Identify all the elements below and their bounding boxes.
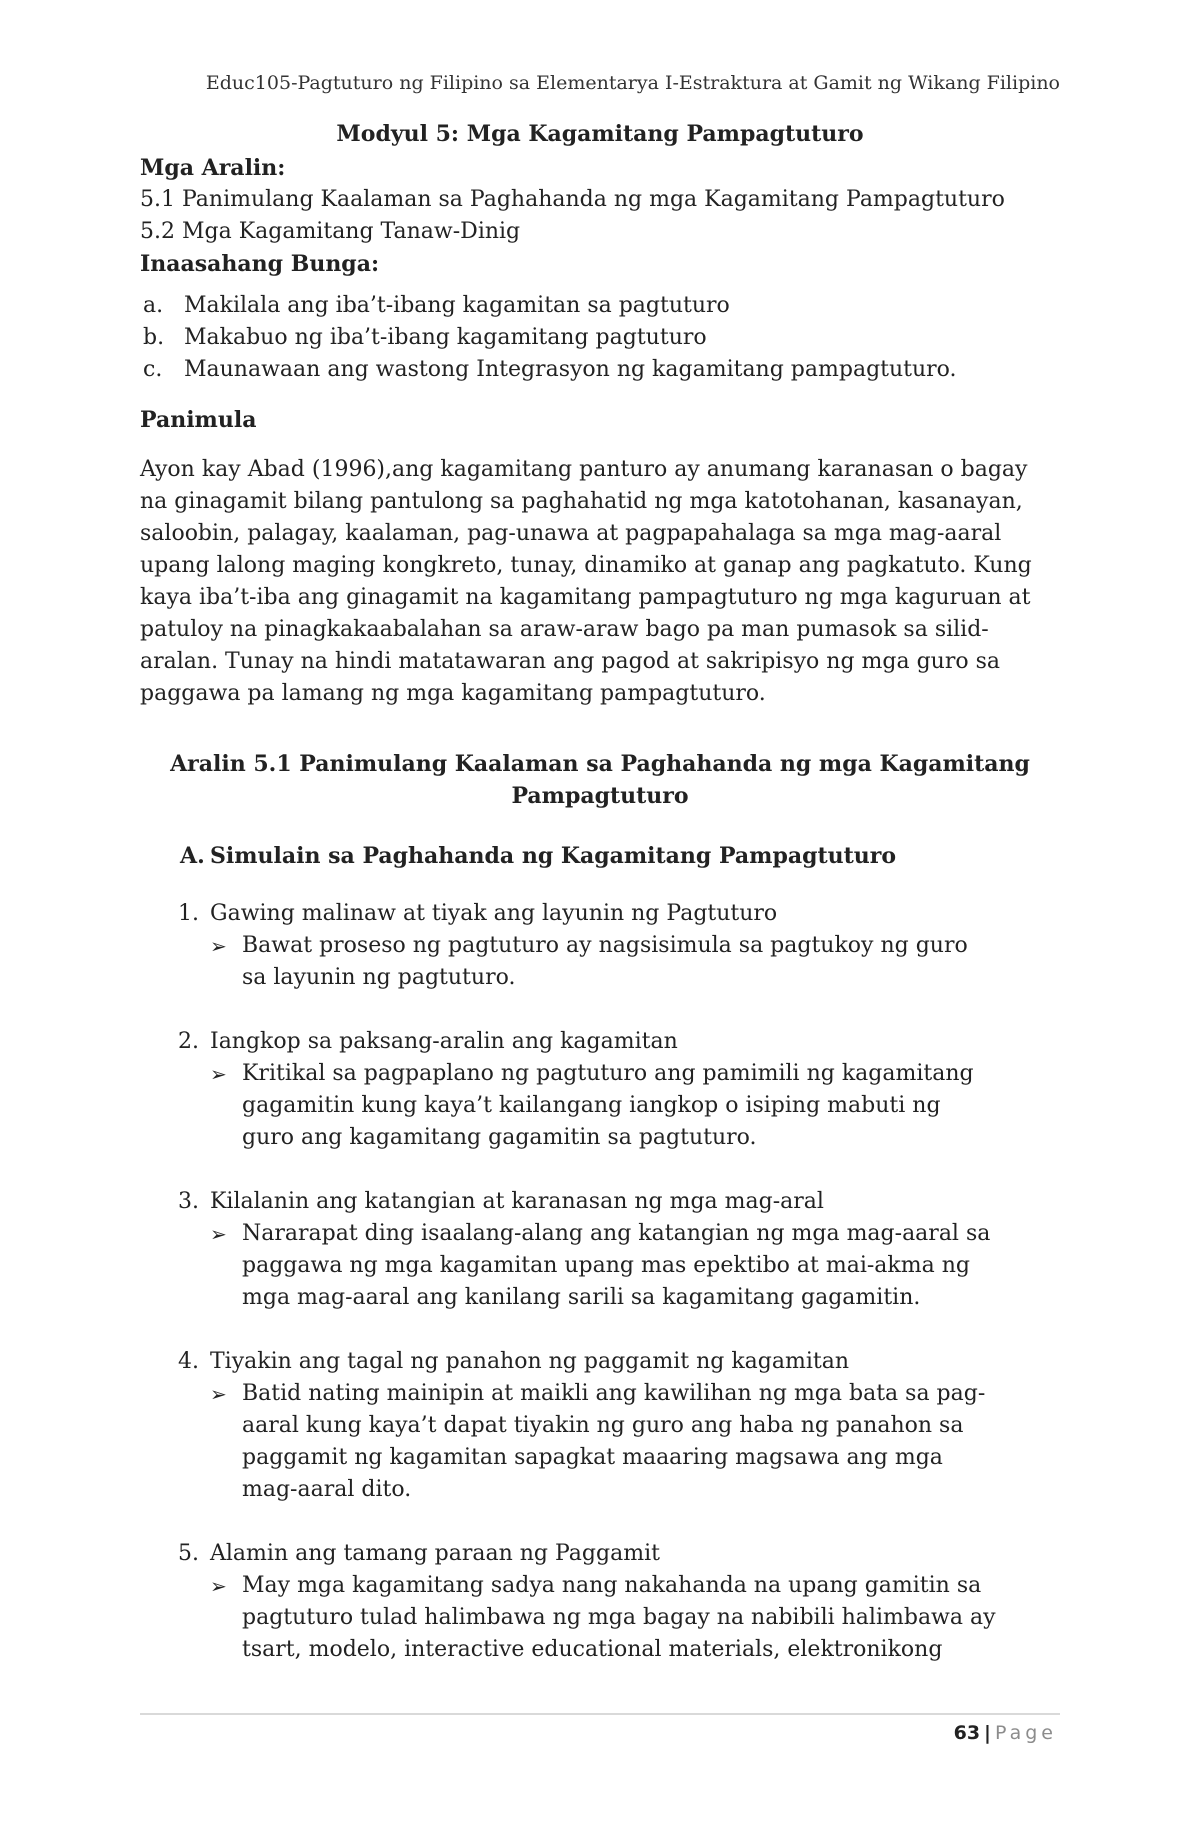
arrow-bullet-icon: ➢ [210, 1382, 227, 1406]
detail-line: pagtuturo tulad halimbawa ng mga bagay na nabibili halimbawa ay [242, 1605, 996, 1630]
detail-line: sa layunin ng pagtuturo. [242, 965, 516, 990]
page-footer [954, 1722, 1057, 1744]
bunga-item [140, 290, 1060, 322]
bunga-text: Makilala ang iba’t-ibang kagamitan sa pagtuturo [184, 293, 730, 318]
bunga-list [140, 290, 1060, 386]
arrow-bullet-icon: ➢ [210, 1062, 227, 1086]
bunga-text: Makabuo ng iba’t-ibang kagamitang pagtuturo [184, 325, 707, 350]
bunga-label: Inaasahang Bunga: [140, 251, 380, 277]
principle-number: 2. [178, 1029, 199, 1054]
principle-detail [210, 930, 1060, 994]
lesson-title-line: Pampagtuturo [511, 783, 689, 809]
principle-number: 5. [178, 1541, 199, 1566]
bunga-item [140, 354, 1060, 386]
aralin-item: 5.1 Panimulang Kaalaman sa Paghahanda ng mga Kagamitang Pampagtuturo [140, 187, 1005, 212]
principle-title: Alamin ang tamang paraan ng Paggamit [210, 1541, 660, 1566]
detail-line: tsart, modelo, interactive educational materials, elektronikong [242, 1637, 943, 1662]
principle-number: 3. [178, 1189, 199, 1214]
footer-separator: | [984, 1722, 991, 1744]
principle-title: Iangkop sa paksang-aralin ang kagamitan [210, 1029, 678, 1054]
aralin-label: Mga Aralin: [140, 155, 286, 181]
panimula-heading: Panimula [140, 407, 257, 433]
detail-line: mga mag-aaral ang kanilang sarili sa kagamitang gagamitin. [242, 1285, 921, 1310]
principle-title: Kilalanin ang katangian at karanasan ng mga mag-aral [210, 1189, 824, 1214]
arrow-bullet-icon: ➢ [210, 934, 227, 958]
panimula-paragraph: Ayon kay Abad (1996),ang kagamitang panturo ay anumang karanasan o bagay na ginagamit bilang pantulong sa paghahatid ng mga katotohanan, kasanayan, saloobin, palagay, kaalaman, pag-unawa at pagpapahalaga sa mga mag-aaral upang lalong maging kongkreto, tunay, dinamiko at ganap ang pagkatuto. Kung kaya iba’t-iba ang ginagamit na kagamitang pampagtuturo ng mga kaguruan at patuloy na pinagkakaabalahan sa araw-araw bago pa man pumasok sa silid-aralan. Tunay na hindi matatawaran ang pagod at sakripisyo ng mga guro sa paggawa pa lamang ng mga kagamitang pampagtuturo. [140, 457, 1032, 706]
principle-item [140, 898, 1060, 994]
arrow-bullet-icon: ➢ [210, 1574, 227, 1598]
principle-item [140, 1538, 1060, 1666]
module-title: Modyul 5: Mga Kagamitang Pampagtuturo [336, 121, 864, 147]
running-header: Educ105-Pagtuturo ng Filipino sa Elementarya I-Estraktura at Gamit ng Wikang Filipino [205, 72, 1060, 94]
detail-line: paggawa ng mga kagamitan upang mas epektibo at mai-akma ng [242, 1253, 970, 1278]
detail-line: Batid nating mainipin at maikli ang kawilihan ng mga bata sa pag- [242, 1381, 986, 1406]
lesson-title-line: Aralin 5.1 Panimulang Kaalaman sa Paghahanda ng mga Kagamitang [170, 751, 1030, 777]
detail-line: aaral kung kaya’t dapat tiyakin ng guro ang haba ng panahon sa [242, 1413, 964, 1438]
detail-line: gagamitin kung kaya’t kailangang iangkop o isiping mabuti ng [242, 1093, 941, 1118]
bunga-item [140, 322, 1060, 354]
principle-detail [210, 1218, 1060, 1314]
detail-line: Nararapat ding isaalang-alang ang katangian ng mga mag-aaral sa [242, 1221, 991, 1246]
principle-detail [210, 1378, 1060, 1506]
bunga-text: Maunawaan ang wastong Integrasyon ng kagamitang pampagtuturo. [184, 357, 957, 382]
list-marker: b. [143, 325, 165, 350]
principle-detail [210, 1058, 1060, 1154]
principle-detail [210, 1570, 1060, 1666]
principle-item [140, 1186, 1060, 1314]
footer-divider [140, 1713, 1060, 1715]
detail-line: paggamit ng kagamitan sapagkat maaaring magsawa ang mga [242, 1445, 943, 1470]
principle-title: Gawing malinaw at tiyak ang layunin ng Pagtuturo [210, 901, 778, 926]
page-number: 63 [953, 1722, 981, 1744]
lesson-title [140, 748, 1060, 812]
detail-line: Bawat proseso ng pagtuturo ay nagsisimula sa pagtukoy ng guro [242, 933, 968, 958]
section-marker: A. [180, 843, 205, 869]
detail-line: Kritikal sa pagpaplano ng pagtuturo ang pamimili ng kagamitang [242, 1061, 974, 1086]
principle-item [140, 1346, 1060, 1506]
detail-line: mag-aaral dito. [242, 1477, 412, 1502]
section-heading [180, 840, 1060, 872]
arrow-bullet-icon: ➢ [210, 1222, 227, 1246]
page-word: Page [995, 1722, 1057, 1744]
principle-item [140, 1026, 1060, 1154]
detail-line: guro ang kagamitang gagamitin sa pagtuturo. [242, 1125, 757, 1150]
page-content [140, 118, 1060, 1698]
aralin-item: 5.2 Mga Kagamitang Tanaw-Dinig [140, 219, 521, 244]
principle-number: 4. [178, 1349, 199, 1374]
principles-list [140, 898, 1060, 1666]
section-title: Simulain sa Paghahanda ng Kagamitang Pampagtuturo [210, 843, 897, 869]
principle-number: 1. [178, 901, 199, 926]
list-marker: c. [143, 357, 163, 382]
list-marker: a. [143, 293, 164, 318]
detail-line: May mga kagamitang sadya nang nakahanda na upang gamitin sa [242, 1573, 982, 1598]
principle-title: Tiyakin ang tagal ng panahon ng paggamit ng kagamitan [210, 1349, 850, 1374]
